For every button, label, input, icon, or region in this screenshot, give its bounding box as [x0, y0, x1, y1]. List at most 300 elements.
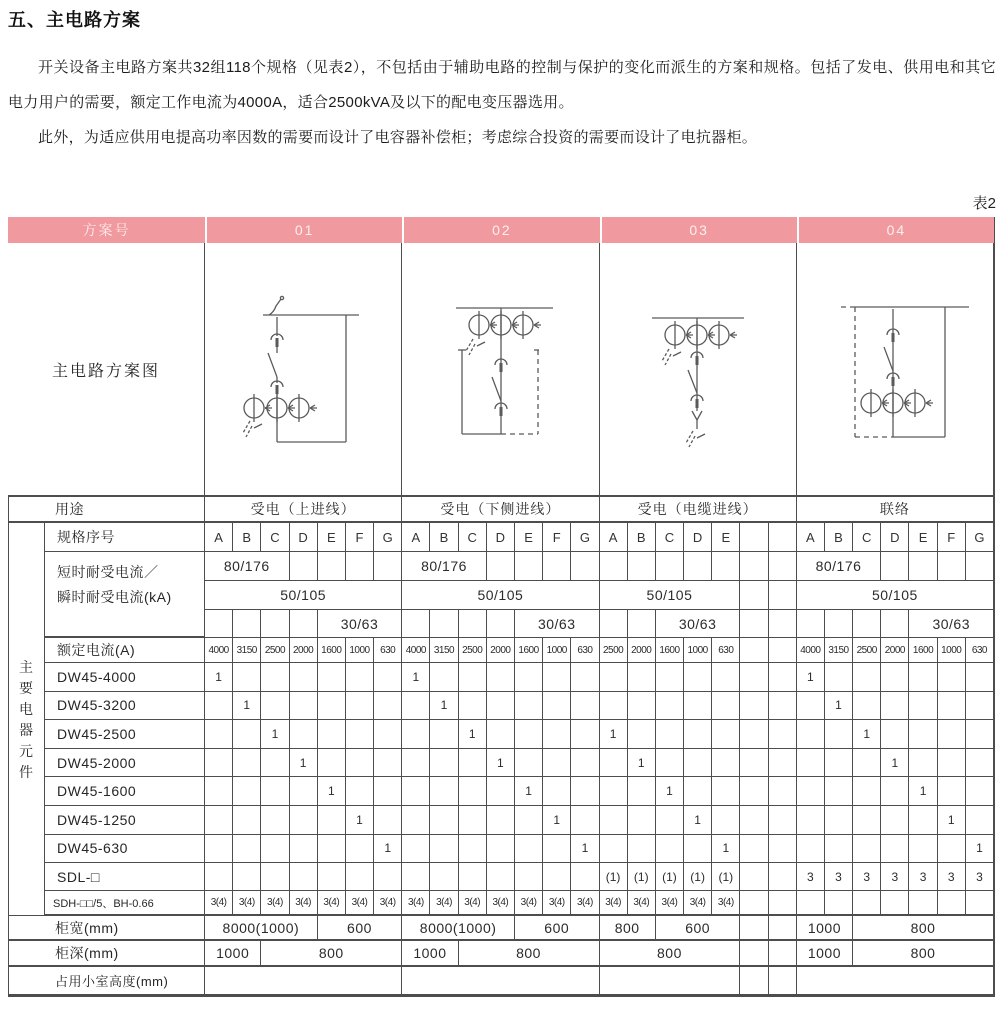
- cell-dw45-1600-s2: [571, 777, 599, 806]
- cell-dw45-630-s3: [600, 835, 628, 864]
- cell-rated-s2: 2000: [487, 638, 515, 663]
- cell-withstand1-s4: [909, 552, 937, 581]
- cell-dw45-3200-s3: [740, 692, 768, 721]
- cell-sdh-s1: 3(4): [290, 891, 318, 916]
- cell-sdl-s2: [515, 863, 543, 891]
- cell-withstand3-s1: [233, 610, 261, 638]
- cell-dw45-1250-s2: [571, 806, 599, 835]
- cell-dw45-1600-s3: [628, 777, 656, 806]
- cell-cab-width-s1: 600: [318, 916, 403, 941]
- cell-rated-s4: 4000: [797, 638, 825, 663]
- cell-dw45-1250-s2: [515, 806, 543, 835]
- cell-dw45-1600-s4: 1: [909, 777, 937, 806]
- cell-dw45-2500-s2: [571, 720, 599, 749]
- cell-withstand1-s1: [290, 552, 318, 581]
- cell-dw45-630-s2: [543, 835, 571, 864]
- cell-dw45-2000-s3: [656, 749, 684, 778]
- cell-withstand3-s1: 30/63: [318, 610, 403, 638]
- row-label-cab-depth: 柜深(mm): [8, 941, 205, 967]
- cell-dw45-1250-s1: [374, 806, 402, 835]
- row-label-dw45-1250: DW45-1250: [45, 806, 205, 835]
- cell-dw45-630-s4: [909, 835, 937, 864]
- cell-dw45-630-s1: [205, 835, 233, 864]
- cell-cab-width-s2: 600: [515, 916, 600, 941]
- cell-dw45-2500-s2: [430, 720, 458, 749]
- cell-dw45-1250-s4: [853, 806, 881, 835]
- cell-dw45-630-s4: [825, 835, 853, 864]
- cell-dw45-4000-s3: [684, 663, 712, 692]
- cell-dw45-630-s3: [656, 835, 684, 864]
- cell-dw45-1250-s1: [261, 806, 289, 835]
- cell-dw45-4000-s1: 1: [205, 663, 233, 692]
- cell-withstand1-s3: [712, 552, 740, 581]
- cell-cab-depth-s1: 1000: [205, 941, 261, 967]
- cell-spec-s2: A: [402, 523, 430, 552]
- cell-sdh-s1: 3(4): [233, 891, 261, 916]
- cell-dw45-630-s1: [346, 835, 374, 864]
- cell-dw45-1250-s1: [205, 806, 233, 835]
- cell-spec-s3: E: [712, 523, 740, 552]
- row-label-dw45-4000: DW45-4000: [45, 663, 205, 692]
- cell-sdh-s1: 3(4): [318, 891, 346, 916]
- cell-rated-s1: 3150: [233, 638, 261, 663]
- cell-rated-s3: 1000: [684, 638, 712, 663]
- cell-withstand1-s3: [656, 552, 684, 581]
- cell-spec-s2: D: [487, 523, 515, 552]
- cell-rated-s4: 2000: [881, 638, 909, 663]
- cell-dw45-2500-s4: 1: [853, 720, 881, 749]
- cell-dw45-2500-s1: [346, 720, 374, 749]
- cell-dw45-3200-s2: 1: [430, 692, 458, 721]
- header-scheme-04: 04: [797, 217, 994, 243]
- cell-sdl-s1: [205, 863, 233, 891]
- cell-dw45-3200-s1: [290, 692, 318, 721]
- cell-dw45-4000-s1: [261, 663, 289, 692]
- cell-dw45-4000-s3: [769, 663, 797, 692]
- cell-sdl-s4: 3: [797, 863, 825, 891]
- cell-withstand2-s4: 50/105: [797, 581, 994, 610]
- cell-rated-s2: 630: [571, 638, 599, 663]
- circuit-diagram-03: [600, 243, 797, 497]
- cell-withstand3-s4: [825, 610, 853, 638]
- cell-rated-s2: 2500: [459, 638, 487, 663]
- cell-withstand3-s2: [459, 610, 487, 638]
- cell-cab-depth-s3: 800: [600, 941, 741, 967]
- cell-dw45-2000-s4: [938, 749, 966, 778]
- cell-dw45-2000-s2: [571, 749, 599, 778]
- cell-dw45-3200-s3: [769, 692, 797, 721]
- paragraph-2: 此外，为适应供用电提高功率因数的需要而设计了电容器补偿柜；考虑综合投资的需要而设计了电抗器柜。: [38, 129, 758, 146]
- cell-dw45-2500-s4: [881, 720, 909, 749]
- cell-withstand3-s2: [402, 610, 430, 638]
- cell-dw45-2000-s4: [909, 749, 937, 778]
- cell-spec-s4: D: [881, 523, 909, 552]
- cell-dw45-2500-s3: [769, 720, 797, 749]
- cell-rated-s3: 2000: [628, 638, 656, 663]
- cell-withstand1-s3: [628, 552, 656, 581]
- cell-dw45-3200-s4: 1: [825, 692, 853, 721]
- cell-sdh-s4: [909, 891, 937, 916]
- cell-dw45-630-s1: [261, 835, 289, 864]
- cell-usage-s3: 受电（电缆进线）: [600, 497, 797, 523]
- cell-dw45-1600-s2: [543, 777, 571, 806]
- cell-dw45-2000-s2: [459, 749, 487, 778]
- cell-dw45-1600-s2: [402, 777, 430, 806]
- cell-dw45-630-s2: [515, 835, 543, 864]
- cell-usage-s1: 受电（上进线）: [205, 497, 402, 523]
- cell-rated-s4: 3150: [825, 638, 853, 663]
- row-label-dw45-2500: DW45-2500: [45, 720, 205, 749]
- cell-sdl-s2: [402, 863, 430, 891]
- cell-sdl-s4: 3: [966, 863, 994, 891]
- cell-sdh-s3: 3(4): [600, 891, 628, 916]
- cell-sdl-s2: [543, 863, 571, 891]
- cell-dw45-1600-s2: 1: [515, 777, 543, 806]
- cell-dw45-2000-s1: [205, 749, 233, 778]
- cell-sdh-s3: [769, 891, 797, 916]
- cell-dw45-1600-s2: [459, 777, 487, 806]
- cell-spec-s4: F: [938, 523, 966, 552]
- cell-sdh-s2: 3(4): [515, 891, 543, 916]
- cell-sdh-s2: 3(4): [459, 891, 487, 916]
- cell-dw45-4000-s1: [290, 663, 318, 692]
- cell-spec-s1: E: [318, 523, 346, 552]
- diagram-row-label: 主电路方案图: [8, 243, 205, 497]
- header-scheme-01: 01: [205, 217, 402, 243]
- cell-dw45-2500-s2: [515, 720, 543, 749]
- cell-dw45-4000-s1: [374, 663, 402, 692]
- circuit-diagram-02: [402, 243, 599, 497]
- cell-dw45-2500-s4: [909, 720, 937, 749]
- cell-rated-s1: 2000: [290, 638, 318, 663]
- cell-dw45-2500-s1: [290, 720, 318, 749]
- cell-dw45-2500-s3: [712, 720, 740, 749]
- cell-dw45-2500-s1: [318, 720, 346, 749]
- cell-dw45-1250-s3: [712, 806, 740, 835]
- cell-dw45-3200-s1: [318, 692, 346, 721]
- cell-dw45-630-s4: [881, 835, 909, 864]
- cell-spec-s3: A: [600, 523, 628, 552]
- cell-dw45-4000-s2: [487, 663, 515, 692]
- cell-dw45-4000-s1: [318, 663, 346, 692]
- cell-rated-s2: 1600: [515, 638, 543, 663]
- cell-dw45-2500-s1: [233, 720, 261, 749]
- cell-dw45-2500-s1: [205, 720, 233, 749]
- cell-cell-height-s3: [600, 967, 741, 995]
- cell-dw45-630-s2: 1: [571, 835, 599, 864]
- cell-withstand1-s1: 80/176: [205, 552, 290, 581]
- cell-dw45-1250-s2: [487, 806, 515, 835]
- cell-dw45-4000-s3: [600, 663, 628, 692]
- cell-dw45-630-s3: [628, 835, 656, 864]
- cell-dw45-1600-s4: [825, 777, 853, 806]
- cell-sdh-s2: 3(4): [543, 891, 571, 916]
- cell-dw45-2000-s4: [797, 749, 825, 778]
- cell-cab-width-s4: 1000: [797, 916, 853, 941]
- cell-dw45-2500-s4: [825, 720, 853, 749]
- cell-spec-s2: E: [515, 523, 543, 552]
- cell-spec-s2: G: [571, 523, 599, 552]
- cell-dw45-630-s3: [684, 835, 712, 864]
- cell-dw45-630-s4: 1: [966, 835, 994, 864]
- cell-dw45-3200-s1: [261, 692, 289, 721]
- cell-withstand2-s3: 50/105: [600, 581, 741, 610]
- cell-withstand1-s4: 80/176: [797, 552, 882, 581]
- cell-withstand3-s2: [430, 610, 458, 638]
- cell-sdh-s1: 3(4): [374, 891, 402, 916]
- cell-withstand1-s3: [684, 552, 712, 581]
- cell-dw45-1250-s4: 1: [938, 806, 966, 835]
- cell-cab-width-s3: [769, 916, 797, 941]
- cell-rated-s3: 1600: [656, 638, 684, 663]
- cell-cab-depth-s3: [769, 941, 797, 967]
- cell-dw45-3200-s1: [374, 692, 402, 721]
- cell-sdl-s3: (1): [712, 863, 740, 891]
- cell-dw45-3200-s2: [402, 692, 430, 721]
- cell-sdl-s1: [261, 863, 289, 891]
- cell-dw45-3200-s4: [909, 692, 937, 721]
- cell-cell-height-s3: [740, 967, 768, 995]
- cell-dw45-2000-s3: [684, 749, 712, 778]
- cell-dw45-630-s2: [430, 835, 458, 864]
- cell-dw45-1600-s3: [600, 777, 628, 806]
- cell-sdl-s3: [740, 863, 768, 891]
- cell-dw45-1600-s1: 1: [318, 777, 346, 806]
- cell-dw45-3200-s4: [853, 692, 881, 721]
- cell-rated-s1: 4000: [205, 638, 233, 663]
- cell-dw45-3200-s1: [205, 692, 233, 721]
- cell-cab-width-s3: 800: [600, 916, 656, 941]
- cell-dw45-2000-s1: [346, 749, 374, 778]
- cell-dw45-2000-s3: [600, 749, 628, 778]
- cell-dw45-1600-s4: [797, 777, 825, 806]
- cell-sdl-s2: [459, 863, 487, 891]
- cell-spec-s2: F: [543, 523, 571, 552]
- header-scheme-03: 03: [600, 217, 797, 243]
- cell-dw45-4000-s2: [459, 663, 487, 692]
- cell-withstand2-s3: [740, 581, 768, 610]
- cell-cab-depth-s2: 800: [459, 941, 600, 967]
- cell-dw45-3200-s2: [515, 692, 543, 721]
- cell-dw45-3200-s4: [966, 692, 994, 721]
- cell-cab-width-s3: [740, 916, 768, 941]
- cell-sdh-s1: 3(4): [261, 891, 289, 916]
- cell-dw45-1250-s1: [318, 806, 346, 835]
- cell-dw45-3200-s3: [684, 692, 712, 721]
- cell-dw45-3200-s3: [712, 692, 740, 721]
- cell-dw45-2000-s3: 1: [628, 749, 656, 778]
- cell-withstand1-s2: [487, 552, 515, 581]
- cell-dw45-1600-s4: [853, 777, 881, 806]
- cell-cell-height-s1: [205, 967, 402, 995]
- row-label-cell-height: 占用小室高度(mm): [8, 967, 205, 995]
- cell-dw45-630-s3: [769, 835, 797, 864]
- cell-dw45-2500-s4: [966, 720, 994, 749]
- cell-dw45-1250-s3: [628, 806, 656, 835]
- cell-dw45-630-s1: [233, 835, 261, 864]
- cell-dw45-2500-s2: [543, 720, 571, 749]
- cell-rated-s2: 3150: [430, 638, 458, 663]
- cell-dw45-1600-s3: 1: [656, 777, 684, 806]
- cell-dw45-4000-s3: [628, 663, 656, 692]
- cell-dw45-2500-s1: 1: [261, 720, 289, 749]
- cell-withstand2-s1: 50/105: [205, 581, 402, 610]
- cell-dw45-4000-s4: [881, 663, 909, 692]
- cell-sdh-s3: 3(4): [684, 891, 712, 916]
- cell-dw45-4000-s2: [430, 663, 458, 692]
- cell-withstand1-s4: [966, 552, 994, 581]
- cell-dw45-2500-s3: [684, 720, 712, 749]
- cell-spec-s4: G: [966, 523, 994, 552]
- withstand-current-label: 短时耐受电流／ 瞬时耐受电流(kA): [45, 552, 205, 638]
- circuit-diagram-04: [797, 243, 994, 497]
- cell-dw45-630-s4: [938, 835, 966, 864]
- cell-withstand3-s1: [290, 610, 318, 638]
- cell-sdl-s1: [346, 863, 374, 891]
- cell-rated-s4: 630: [966, 638, 994, 663]
- cell-cab-depth-s4: 1000: [797, 941, 853, 967]
- cell-cell-height-s2: [402, 967, 599, 995]
- cell-withstand1-s2: [515, 552, 543, 581]
- cell-dw45-1250-s3: [600, 806, 628, 835]
- cell-withstand3-s4: [797, 610, 825, 638]
- cell-dw45-1250-s3: [656, 806, 684, 835]
- cell-dw45-3200-s2: [487, 692, 515, 721]
- cell-spec-s1: D: [290, 523, 318, 552]
- cell-rated-s1: 1000: [346, 638, 374, 663]
- cell-withstand1-s3: [740, 552, 768, 581]
- cell-sdl-s3: (1): [684, 863, 712, 891]
- cell-withstand3-s2: 30/63: [515, 610, 600, 638]
- cell-dw45-630-s4: [853, 835, 881, 864]
- cell-rated-s3: [740, 638, 768, 663]
- cell-dw45-630-s1: [290, 835, 318, 864]
- cell-dw45-1250-s1: [290, 806, 318, 835]
- cell-spec-s3: B: [628, 523, 656, 552]
- cell-dw45-4000-s4: [909, 663, 937, 692]
- row-label-spec: 规格序号: [45, 523, 205, 552]
- cell-dw45-1250-s1: [233, 806, 261, 835]
- cell-withstand3-s4: [881, 610, 909, 638]
- cell-dw45-2000-s3: [740, 749, 768, 778]
- cell-dw45-2500-s1: [374, 720, 402, 749]
- row-label-rated: 额定电流(A): [45, 638, 205, 663]
- cell-dw45-1250-s2: [459, 806, 487, 835]
- cell-sdh-s3: 3(4): [712, 891, 740, 916]
- cell-dw45-4000-s4: [853, 663, 881, 692]
- cell-dw45-3200-s2: [459, 692, 487, 721]
- row-label-dw45-3200: DW45-3200: [45, 692, 205, 721]
- cell-dw45-1250-s2: 1: [543, 806, 571, 835]
- cell-withstand1-s1: [346, 552, 374, 581]
- cell-spec-s3: C: [656, 523, 684, 552]
- cell-rated-s4: 2500: [853, 638, 881, 663]
- cell-dw45-3200-s3: [656, 692, 684, 721]
- cell-withstand2-s2: 50/105: [402, 581, 599, 610]
- cell-spec-s4: C: [853, 523, 881, 552]
- cell-dw45-1250-s3: [740, 806, 768, 835]
- cell-dw45-1600-s2: [430, 777, 458, 806]
- scheme-01-incoming-top-icon: [206, 243, 401, 497]
- cell-dw45-1250-s4: [825, 806, 853, 835]
- cell-rated-s3: 630: [712, 638, 740, 663]
- cell-spec-s4: B: [825, 523, 853, 552]
- cell-dw45-2000-s4: 1: [881, 749, 909, 778]
- row-label-dw45-1600: DW45-1600: [45, 777, 205, 806]
- cell-dw45-1250-s2: [402, 806, 430, 835]
- cell-dw45-1600-s1: [205, 777, 233, 806]
- cell-cell-height-s4: [797, 967, 994, 995]
- cell-dw45-1250-s4: [797, 806, 825, 835]
- cell-spec-s1: B: [233, 523, 261, 552]
- row-label-cab-width: 柜宽(mm): [8, 916, 205, 941]
- cell-dw45-4000-s2: [571, 663, 599, 692]
- cell-dw45-4000-s2: [515, 663, 543, 692]
- cell-withstand3-s3: [600, 610, 628, 638]
- cell-sdl-s2: [430, 863, 458, 891]
- cell-spec-s2: B: [430, 523, 458, 552]
- cell-spec-s4: E: [909, 523, 937, 552]
- cell-cab-depth-s1: 800: [261, 941, 402, 967]
- cell-dw45-2500-s4: [938, 720, 966, 749]
- cell-dw45-630-s3: 1: [712, 835, 740, 864]
- cell-dw45-2500-s3: [656, 720, 684, 749]
- cell-dw45-2500-s4: [797, 720, 825, 749]
- circuit-diagram-01: [205, 243, 402, 497]
- cell-spec-s3: [740, 523, 768, 552]
- header-scheme-label: 方案号: [8, 217, 205, 243]
- cell-dw45-630-s4: [797, 835, 825, 864]
- cell-dw45-1250-s3: [769, 806, 797, 835]
- cell-dw45-3200-s3: [600, 692, 628, 721]
- cell-spec-s3: D: [684, 523, 712, 552]
- cell-dw45-2000-s1: 1: [290, 749, 318, 778]
- cell-spec-s1: G: [374, 523, 402, 552]
- cell-dw45-1600-s4: [966, 777, 994, 806]
- cell-rated-s3: [769, 638, 797, 663]
- cell-dw45-4000-s3: [712, 663, 740, 692]
- cell-dw45-4000-s1: [233, 663, 261, 692]
- row-label-dw45-2000: DW45-2000: [45, 749, 205, 778]
- cell-withstand2-s3: [769, 581, 797, 610]
- cell-dw45-3200-s4: [797, 692, 825, 721]
- cell-dw45-4000-s2: 1: [402, 663, 430, 692]
- cell-dw45-4000-s4: [825, 663, 853, 692]
- cell-dw45-1250-s3: 1: [684, 806, 712, 835]
- cell-sdh-s2: 3(4): [487, 891, 515, 916]
- cell-dw45-3200-s4: [881, 692, 909, 721]
- cell-sdh-s4: [825, 891, 853, 916]
- cell-spec-s1: A: [205, 523, 233, 552]
- cell-sdh-s2: 3(4): [571, 891, 599, 916]
- cell-rated-s2: 1000: [543, 638, 571, 663]
- cell-sdl-s1: [233, 863, 261, 891]
- cell-dw45-4000-s3: [740, 663, 768, 692]
- cell-cab-width-s2: 8000(1000): [402, 916, 515, 941]
- cell-rated-s4: 1000: [938, 638, 966, 663]
- cell-rated-s1: 630: [374, 638, 402, 663]
- cell-sdl-s4: 3: [909, 863, 937, 891]
- intro-paragraphs: [8, 50, 996, 155]
- cell-dw45-630-s1: 1: [374, 835, 402, 864]
- cell-sdh-s4: [853, 891, 881, 916]
- cell-dw45-2000-s4: [825, 749, 853, 778]
- cell-dw45-4000-s1: [346, 663, 374, 692]
- cell-dw45-1600-s1: [374, 777, 402, 806]
- cell-dw45-1250-s4: [881, 806, 909, 835]
- cell-sdl-s1: [290, 863, 318, 891]
- cell-sdh-s2: 3(4): [430, 891, 458, 916]
